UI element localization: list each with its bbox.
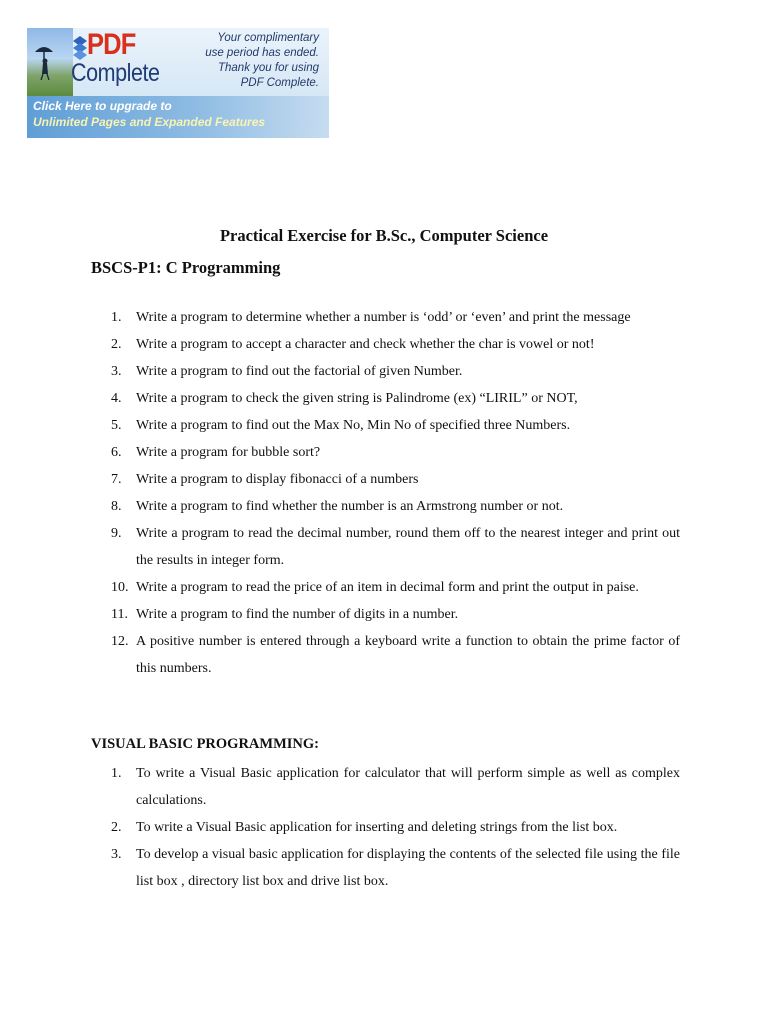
item-text: Write a program to find whether the number is an Armstrong number or not. — [136, 499, 564, 514]
list-item — [91, 439, 680, 466]
item-text: Write a program to check the given string is Palindrome (ex) “LIRIL” or NOT, — [136, 391, 578, 406]
item-number: 1. — [111, 310, 122, 325]
item-text: Write a program to display fibonacci of a numbers — [136, 472, 419, 487]
list-item — [91, 331, 680, 358]
item-number: 7. — [111, 472, 122, 487]
banner-message-line: Your complimentary — [217, 32, 319, 44]
item-text: Write a program to read the decimal number, round them off to the nearest integer and print out the results in integer form. — [136, 526, 680, 568]
logo-pdf-text: PDF — [87, 28, 136, 61]
item-number: 5. — [111, 418, 122, 433]
item-text: Write a program for bubble sort? — [136, 445, 321, 460]
section-heading-c-programming: BSCS-P1: C Programming — [91, 258, 281, 277]
list-item — [91, 304, 680, 331]
banner-top-panel — [27, 28, 329, 96]
upgrade-link-panel[interactable] — [27, 96, 329, 138]
section-heading-visual-basic: VISUAL BASIC PROGRAMMING: — [91, 736, 319, 752]
item-number: 2. — [111, 820, 122, 835]
item-text: Write a program to find out the factorial of given Number. — [136, 364, 463, 379]
banner-message — [169, 31, 319, 91]
item-text: A positive number is entered through a keyboard write a function to obtain the prime factor of this numbers. — [136, 634, 680, 676]
item-text: Write a program to accept a character and check whether the char is vowel or not! — [136, 337, 595, 352]
list-item — [91, 466, 680, 493]
banner-message-line: Thank you for using — [217, 62, 319, 74]
upgrade-banner[interactable] — [27, 28, 329, 138]
item-text: To write a Visual Basic application for inserting and deleting strings from the list box. — [136, 820, 618, 835]
list-item — [91, 520, 680, 574]
list-item — [91, 628, 680, 682]
item-number: 6. — [111, 445, 122, 460]
item-number: 3. — [111, 847, 122, 862]
item-number: 2. — [111, 337, 122, 352]
document-title: Practical Exercise for B.Sc., Computer Science — [219, 226, 549, 245]
upgrade-link-line1[interactable]: Click Here to upgrade to — [33, 99, 172, 113]
item-text: Write a program to find the number of digits in a number. — [136, 607, 459, 622]
item-number: 9. — [111, 526, 122, 541]
logo-complete-text: Complete — [71, 59, 160, 87]
list-item — [91, 841, 680, 895]
visual-basic-exercise-list — [91, 760, 680, 895]
c-programming-exercise-list — [91, 304, 680, 682]
item-text: Write a program to determine whether a number is ‘odd’ or ‘even’ and print the message — [136, 310, 631, 325]
item-text: To develop a visual basic application for displaying the contents of the selected file using the file list box , directory list box and drive list box. — [136, 847, 680, 889]
upgrade-link[interactable] — [33, 98, 265, 130]
banner-message-line: PDF Complete. — [240, 77, 319, 89]
banner-message-line: use period has ended. — [205, 47, 319, 59]
list-item — [91, 412, 680, 439]
item-number: 4. — [111, 391, 122, 406]
umbrella-figure-icon — [27, 28, 73, 96]
list-item — [91, 358, 680, 385]
item-number: 11. — [111, 607, 128, 622]
upgrade-link-line2[interactable]: Unlimited Pages and Expanded Features — [33, 115, 266, 129]
list-item — [91, 493, 680, 520]
item-number: 1. — [111, 766, 122, 781]
item-number: 8. — [111, 499, 122, 514]
item-number: 12. — [111, 634, 129, 649]
item-text: Write a program to find out the Max No, Min No of specified three Numbers. — [136, 418, 571, 433]
list-item — [91, 601, 680, 628]
item-number: 10. — [111, 580, 129, 595]
list-item — [91, 814, 680, 841]
list-item — [91, 760, 680, 814]
list-item — [91, 385, 680, 412]
list-item — [91, 574, 680, 601]
item-number: 3. — [111, 364, 122, 379]
item-text: To write a Visual Basic application for calculator that will perform simple as well as complex calculations. — [136, 766, 680, 808]
item-text: Write a program to read the price of an item in decimal form and print the output in paise. — [136, 580, 639, 595]
